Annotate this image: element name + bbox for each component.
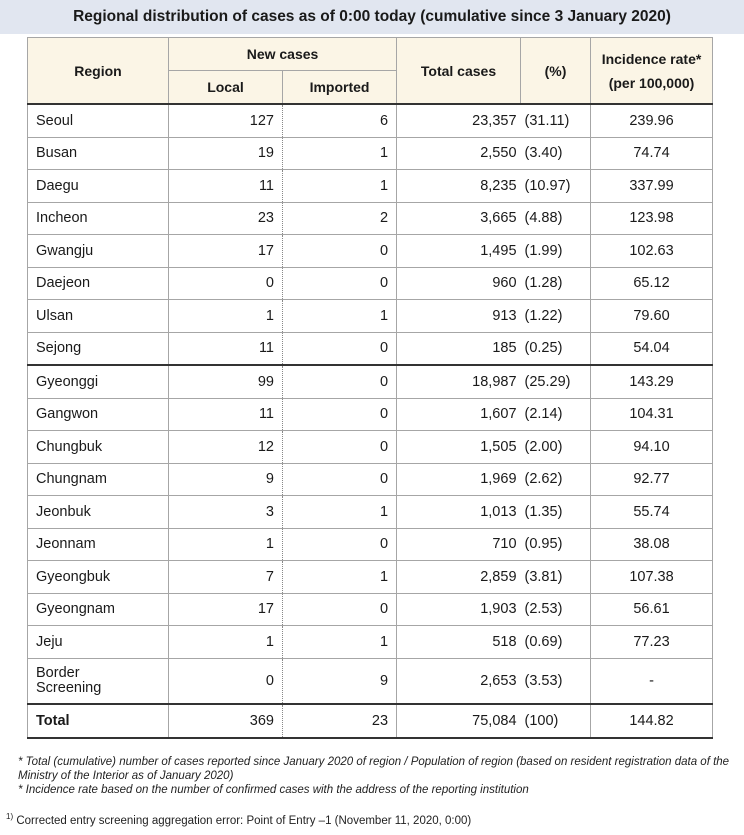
local-cases-cell: 9 [169,463,283,496]
footnote-1: * Total (cumulative) number of cases reported since January 2020 of region / Population of region (based on resident registration data of the Ministry of the Interior as of January 2020) [18,756,730,782]
incidence-rate-cell: 92.77 [591,463,713,496]
percent-cell: (1.99) [521,235,591,268]
table-row [28,137,713,170]
percent-cell: (3.53) [521,658,591,704]
region-cell: Chungnam [28,463,169,496]
region-cell: Chungbuk [28,431,169,464]
imported-cases-cell: 1 [283,300,397,333]
table-row [28,496,713,529]
percent-cell: (1.35) [521,496,591,529]
imported-cases-cell: 0 [283,528,397,561]
total-cases-cell: 1,495 [397,235,521,268]
region-label-line2: Screening [36,679,102,696]
incidence-rate-cell: 337.99 [591,170,713,203]
percent-cell: (0.69) [521,626,591,659]
percent-cell: (3.40) [521,137,591,170]
total-cases-cell: 2,550 [397,137,521,170]
header-imported: Imported [283,71,397,105]
percent-cell: (0.25) [521,332,591,365]
total-local-cell: 369 [169,704,283,738]
incidence-rate-cell: 55.74 [591,496,713,529]
total-cases-cell: 23,357 [397,104,521,137]
incidence-rate-cell: 65.12 [591,267,713,300]
incidence-rate-cell: 102.63 [591,235,713,268]
incidence-rate-cell: 77.23 [591,626,713,659]
table-row [28,104,713,137]
total-cases-cell: 960 [397,267,521,300]
total-cases-cell: 3,665 [397,202,521,235]
region-cell: Jeonbuk [28,496,169,529]
incidence-rate-cell: 104.31 [591,398,713,431]
total-imported-cell: 23 [283,704,397,738]
region-cell: Daejeon [28,267,169,300]
total-cases-cell: 2,859 [397,561,521,594]
incidence-rate-cell: 74.74 [591,137,713,170]
percent-cell: (3.81) [521,561,591,594]
table-row [28,267,713,300]
header-incidence-line1: Incidence rate* [601,50,702,67]
percent-cell: (2.14) [521,398,591,431]
percent-cell: (2.00) [521,431,591,464]
header-incidence-rate [591,38,713,105]
header-local: Local [169,71,283,105]
region-cell: Gyeongbuk [28,561,169,594]
region-cell: Incheon [28,202,169,235]
table-title: Regional distribution of cases as of 0:00 today (cumulative since 3 January 2020) [0,0,744,34]
region-cell: Daegu [28,170,169,203]
local-cases-cell: 99 [169,365,283,398]
table-row [28,235,713,268]
imported-cases-cell: 0 [283,593,397,626]
local-cases-cell: 11 [169,398,283,431]
percent-cell: (2.53) [521,593,591,626]
incidence-rate-cell: 107.38 [591,561,713,594]
incidence-rate-cell: 123.98 [591,202,713,235]
incidence-rate-cell: 56.61 [591,593,713,626]
percent-cell: (10.97) [521,170,591,203]
table-row [28,398,713,431]
regional-cases-table [27,37,713,739]
table-row [28,463,713,496]
imported-cases-cell: 6 [283,104,397,137]
local-cases-cell: 17 [169,593,283,626]
incidence-rate-cell: 239.96 [591,104,713,137]
local-cases-cell: 0 [169,267,283,300]
total-cases-cell: 1,607 [397,398,521,431]
local-cases-cell: 127 [169,104,283,137]
total-cases-cell: 185 [397,332,521,365]
local-cases-cell: 0 [169,658,283,704]
region-cell: Ulsan [28,300,169,333]
header-percent: (%) [521,38,591,105]
total-cases-cell: 913 [397,300,521,333]
local-cases-cell: 23 [169,202,283,235]
imported-cases-cell: 0 [283,398,397,431]
imported-cases-cell: 1 [283,137,397,170]
table-row [28,626,713,659]
table-row [28,300,713,333]
imported-cases-cell: 1 [283,626,397,659]
header-region: Region [28,38,169,105]
imported-cases-cell: 0 [283,365,397,398]
total-cases-cell: 518 [397,626,521,659]
imported-cases-cell: 0 [283,235,397,268]
local-cases-cell: 1 [169,528,283,561]
local-cases-cell: 19 [169,137,283,170]
percent-cell: (2.62) [521,463,591,496]
percent-cell: (0.95) [521,528,591,561]
incidence-rate-cell: - [591,658,713,704]
table-row [28,658,713,704]
total-cases-sum-cell: 75,084 [397,704,521,738]
local-cases-cell: 11 [169,170,283,203]
header-total-cases: Total cases [397,38,521,105]
incidence-rate-cell: 38.08 [591,528,713,561]
local-cases-cell: 7 [169,561,283,594]
percent-cell: (1.22) [521,300,591,333]
local-cases-cell: 17 [169,235,283,268]
region-label-line1: Border [36,664,80,681]
total-cases-cell: 2,653 [397,658,521,704]
table-row [28,561,713,594]
header-incidence-line2: (per 100,000) [608,74,695,91]
imported-cases-cell: 2 [283,202,397,235]
correction-marker: 1) [6,812,14,821]
total-cases-cell: 18,987 [397,365,521,398]
percent-cell: (1.28) [521,267,591,300]
incidence-rate-cell: 54.04 [591,332,713,365]
table-row [28,365,713,398]
region-cell: Gangwon [28,398,169,431]
incidence-rate-cell: 79.60 [591,300,713,333]
region-cell: Gwangju [28,235,169,268]
total-label: Total [28,704,169,738]
region-cell: Jeju [28,626,169,659]
table-row [28,170,713,203]
local-cases-cell: 11 [169,332,283,365]
local-cases-cell: 1 [169,626,283,659]
total-cases-cell: 8,235 [397,170,521,203]
incidence-rate-cell: 94.10 [591,431,713,464]
imported-cases-cell: 1 [283,561,397,594]
percent-cell: (31.11) [521,104,591,137]
local-cases-cell: 12 [169,431,283,464]
table-row [28,202,713,235]
percent-cell: (4.88) [521,202,591,235]
percent-cell: (25.29) [521,365,591,398]
imported-cases-cell: 9 [283,658,397,704]
region-cell: Seoul [28,104,169,137]
footnotes [18,755,730,797]
correction-note [6,812,471,827]
region-cell: Gyeongnam [28,593,169,626]
imported-cases-cell: 1 [283,496,397,529]
total-incidence-cell: 144.82 [591,704,713,738]
region-cell: Sejong [28,332,169,365]
imported-cases-cell: 0 [283,267,397,300]
imported-cases-cell: 0 [283,431,397,464]
imported-cases-cell: 0 [283,463,397,496]
region-cell: Gyeonggi [28,365,169,398]
header-new-cases: New cases [169,38,397,71]
local-cases-cell: 1 [169,300,283,333]
table-row [28,332,713,365]
total-percent-cell: (100) [521,704,591,738]
imported-cases-cell: 1 [283,170,397,203]
region-cell: Busan [28,137,169,170]
incidence-rate-cell: 143.29 [591,365,713,398]
table-row [28,431,713,464]
total-cases-cell: 1,969 [397,463,521,496]
footnote-2: * Incidence rate based on the number of confirmed cases with the address of the reporting institution [18,784,529,796]
total-row [28,704,713,738]
table-row [28,593,713,626]
total-cases-cell: 1,903 [397,593,521,626]
total-cases-cell: 1,013 [397,496,521,529]
total-cases-cell: 710 [397,528,521,561]
total-cases-cell: 1,505 [397,431,521,464]
imported-cases-cell: 0 [283,332,397,365]
correction-text: Corrected entry screening aggregation error: Point of Entry –1 (November 11, 2020, 0:00) [16,814,472,827]
region-cell [28,658,169,704]
local-cases-cell: 3 [169,496,283,529]
region-cell: Jeonnam [28,528,169,561]
table-row [28,528,713,561]
